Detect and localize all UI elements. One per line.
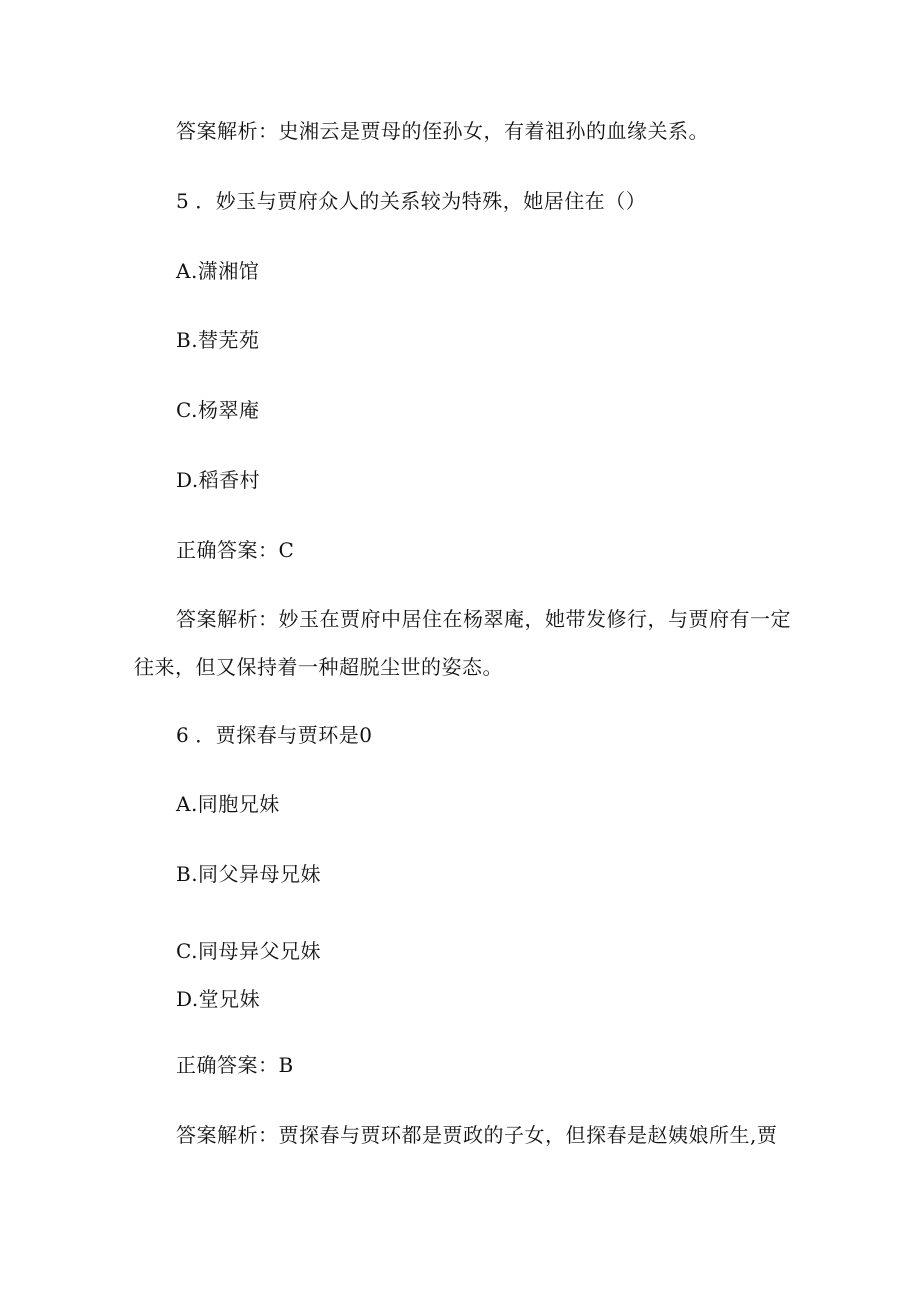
question-5-option-d: D.稻香村	[176, 468, 261, 492]
question-6-option-a: A.同胞兄妹	[176, 792, 280, 816]
question-6-stem	[176, 722, 372, 748]
question-5-number: 5	[176, 189, 190, 213]
question-5-option-c: C.杨翠庵	[176, 398, 260, 422]
question-6-text: ．贾探春与贾环是0	[195, 723, 373, 747]
question-5-option-b: B.替芜苑	[176, 328, 260, 352]
question-5-text: ．妙玉与贾府众人的关系较为特殊，她居住在（）	[195, 189, 647, 213]
question-5-stem	[176, 188, 646, 214]
question-5-answer: 正确答案：C	[176, 538, 295, 562]
question-5-option-a: A.潇湘馆	[176, 259, 260, 283]
explanation-q4: 答案解析：史湘云是贾母的侄孙女，有着祖孙的血缘关系。	[176, 119, 709, 143]
question-6-explanation-line-1: 答案解析：贾探春与贾环都是贾政的子女，但探春是赵姨娘所生,贾	[176, 1123, 778, 1147]
question-6-number: 6	[176, 723, 190, 747]
question-6-option-b: B.同父异母兄妹	[176, 862, 322, 886]
question-6-answer: 正确答案：B	[176, 1053, 294, 1077]
question-5-explanation-line-2: 往来，但又保持着一种超脱尘世的姿态。	[134, 655, 503, 679]
question-6-option-d: D.堂兄妹	[176, 987, 261, 1011]
question-5-explanation-line-1: 答案解析：妙玉在贾府中居住在杨翠庵，她带发修行，与贾府有一定	[176, 607, 791, 631]
question-6-option-c: C.同母异父兄妹	[176, 939, 321, 963]
